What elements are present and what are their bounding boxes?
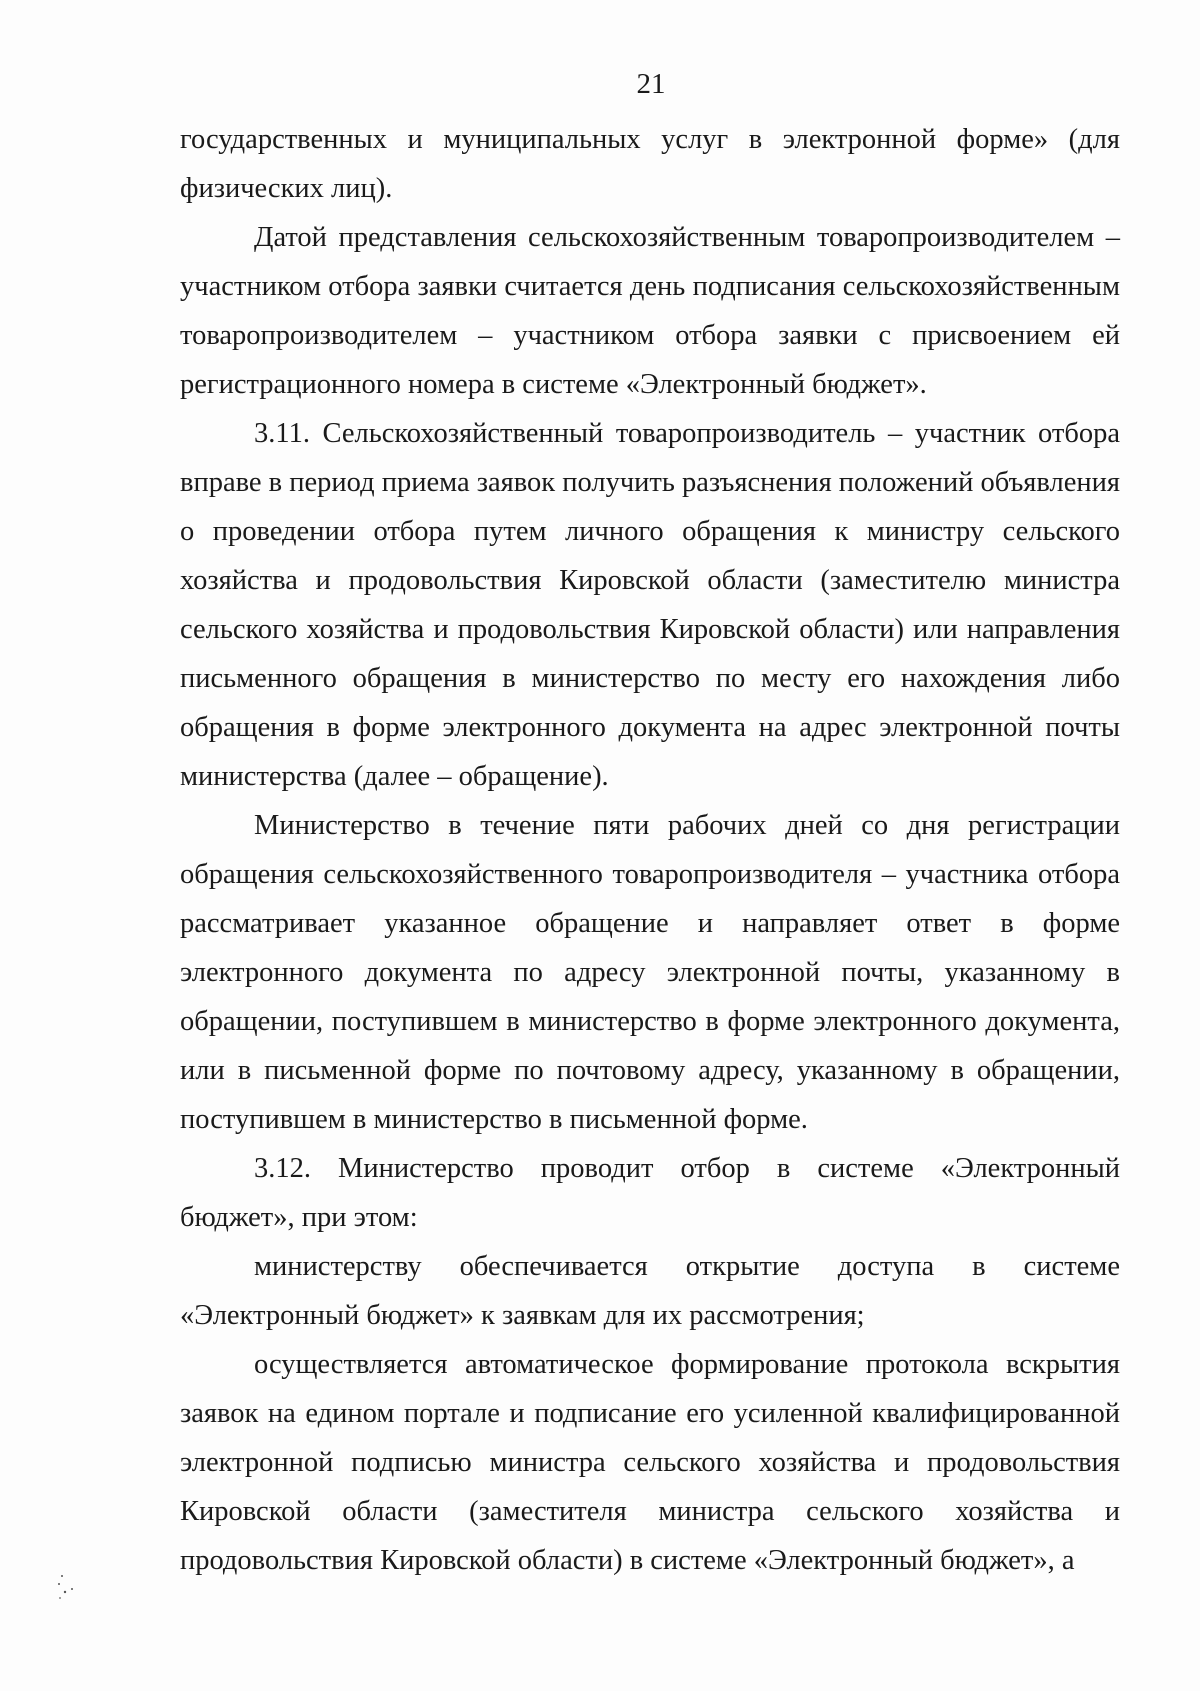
page-number (0, 64, 1200, 104)
paragraph-4: Министерство в течение пяти рабочих дней со дня регистрации обращения сельскохозяйственного товаропроизводителя – участника отбора рассматривает указанное обращение и направляет ответ в форме электронного документа по адресу электронной почты, указанному в обращении, поступившем в министерство в форме электронного документа, или в письменной форме по почтовому адресу, указанному в обращении, поступившем в министерство в письменной форме. (180, 810, 1120, 1135)
paragraph-2: Датой представления сельскохозяйственным товаропроизводителем – участником отбора заявки считается день подписания сельскохозяйственным товаропроизводителем – участником отбора заявки с присвоением ей регистрационного номера в системе «Электронный бюджет». (180, 222, 1120, 400)
paragraph-1: государственных и муниципальных услуг в электронной форме» (для физических лиц). (180, 124, 1120, 204)
scan-artifact (52, 1570, 92, 1610)
paragraph-5: 3.12. Министерство проводит отбор в системе «Электронный бюджет», при этом: (180, 1153, 1120, 1233)
paragraph-7: осуществляется автоматическое формирование протокола вскрытия заявок на едином портале и подписание его усиленной квалифицированной электронной подписью министра сельского хозяйства и продовольствия Кировской области (заместителя министра сельского хозяйства и продовольствия Кировской области) в системе «Электронный бюджет», а (180, 1349, 1120, 1576)
paragraph-3: 3.11. Сельскохозяйственный товаропроизводитель – участник отбора вправе в период приема заявок получить разъяснения положений объявления о проведении отбора путем личного обращения к министру сельского хозяйства и продовольствия Кировской области (заместителю министра сельского хозяйства и продовольствия Кировской области) или направления письменного обращения в министерство по месту его нахождения либо обращения в форме электронного документа на адрес электронной почты министерства (далее – обращение). (180, 418, 1120, 792)
paragraph-6: министерству обеспечивается открытие доступа в системе «Электронный бюджет» к заявкам для их рассмотрения; (180, 1251, 1120, 1331)
page-number-text: 21 (636, 68, 666, 100)
document-body (180, 115, 1120, 1585)
